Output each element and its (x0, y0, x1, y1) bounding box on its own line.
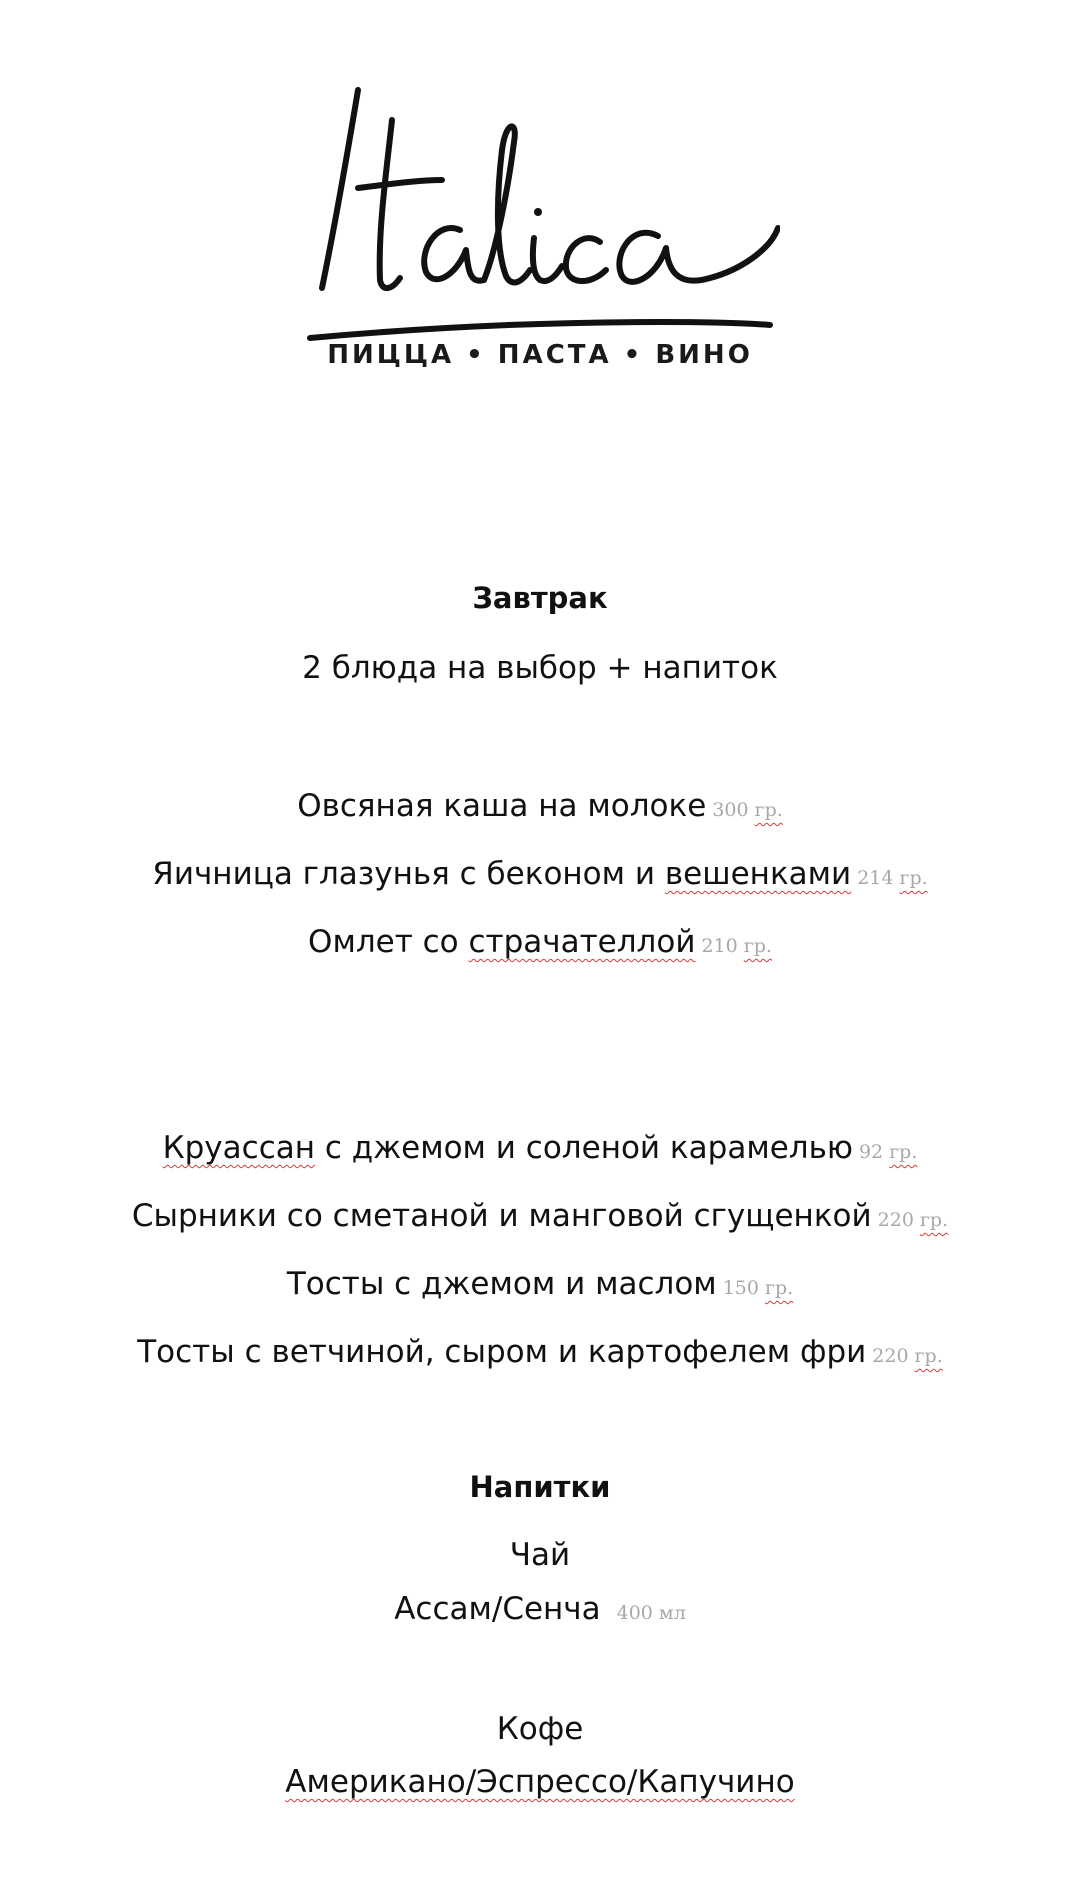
breakfast-heading: Завтрак (472, 581, 608, 615)
tea-volume: 400 мл (616, 1602, 686, 1624)
menu-item-weight: 210 гр. (701, 935, 772, 957)
menu-item-weight: 300 гр. (712, 799, 783, 821)
menu-item-name: Круассан с джемом и соленой карамелью (162, 1130, 853, 1166)
tea-variants: Ассам/Сенча 400 мл (394, 1591, 686, 1627)
menu-item-weight: 220 гр. (877, 1209, 949, 1231)
tea-label: Чай (509, 1537, 571, 1573)
menu-item-omelette (0, 922, 1080, 966)
menu-item-name: Сырники со сметаной и манговой сгущенкой (131, 1198, 872, 1234)
menu-item-name: Тосты с джемом и маслом (286, 1266, 717, 1302)
menu-item-weight: 92 гр. (858, 1141, 918, 1163)
italica-script-logo (300, 80, 780, 380)
menu-item-name: Овсяная каша на молоке (297, 788, 707, 824)
menu-item-name: Яичница глазунья с беконом и вешенками (152, 856, 852, 892)
menu-item-toast-ham (0, 1332, 1080, 1376)
i-dot (534, 208, 542, 216)
menu-item-croissant (0, 1128, 1080, 1172)
menu-item-name: Тосты с ветчиной, сыром и картофелем фри (137, 1334, 867, 1370)
menu-item-weight: 214 гр. (857, 867, 928, 889)
coffee-label: Кофе (496, 1711, 584, 1747)
breakfast-subtitle: 2 блюда на выбор + напиток (302, 650, 778, 686)
menu-item-oatmeal (0, 786, 1080, 830)
brand-logo (300, 80, 780, 380)
menu-item-weight: 220 гр. (872, 1345, 943, 1367)
logo-tagline: ПИЦЦА • ПАСТА • ВИНО (327, 340, 753, 370)
menu-item-fried-eggs (0, 854, 1080, 898)
menu-item-syrniki (0, 1196, 1080, 1240)
drinks-heading: Напитки (469, 1470, 611, 1504)
menu-item-name: Омлет со страчателлой (308, 924, 696, 960)
menu-item-weight: 150 гр. (722, 1277, 794, 1299)
menu-item-toast-jam (0, 1264, 1080, 1308)
coffee-variants: Американо/Эспрессо/Капучино (285, 1764, 795, 1800)
